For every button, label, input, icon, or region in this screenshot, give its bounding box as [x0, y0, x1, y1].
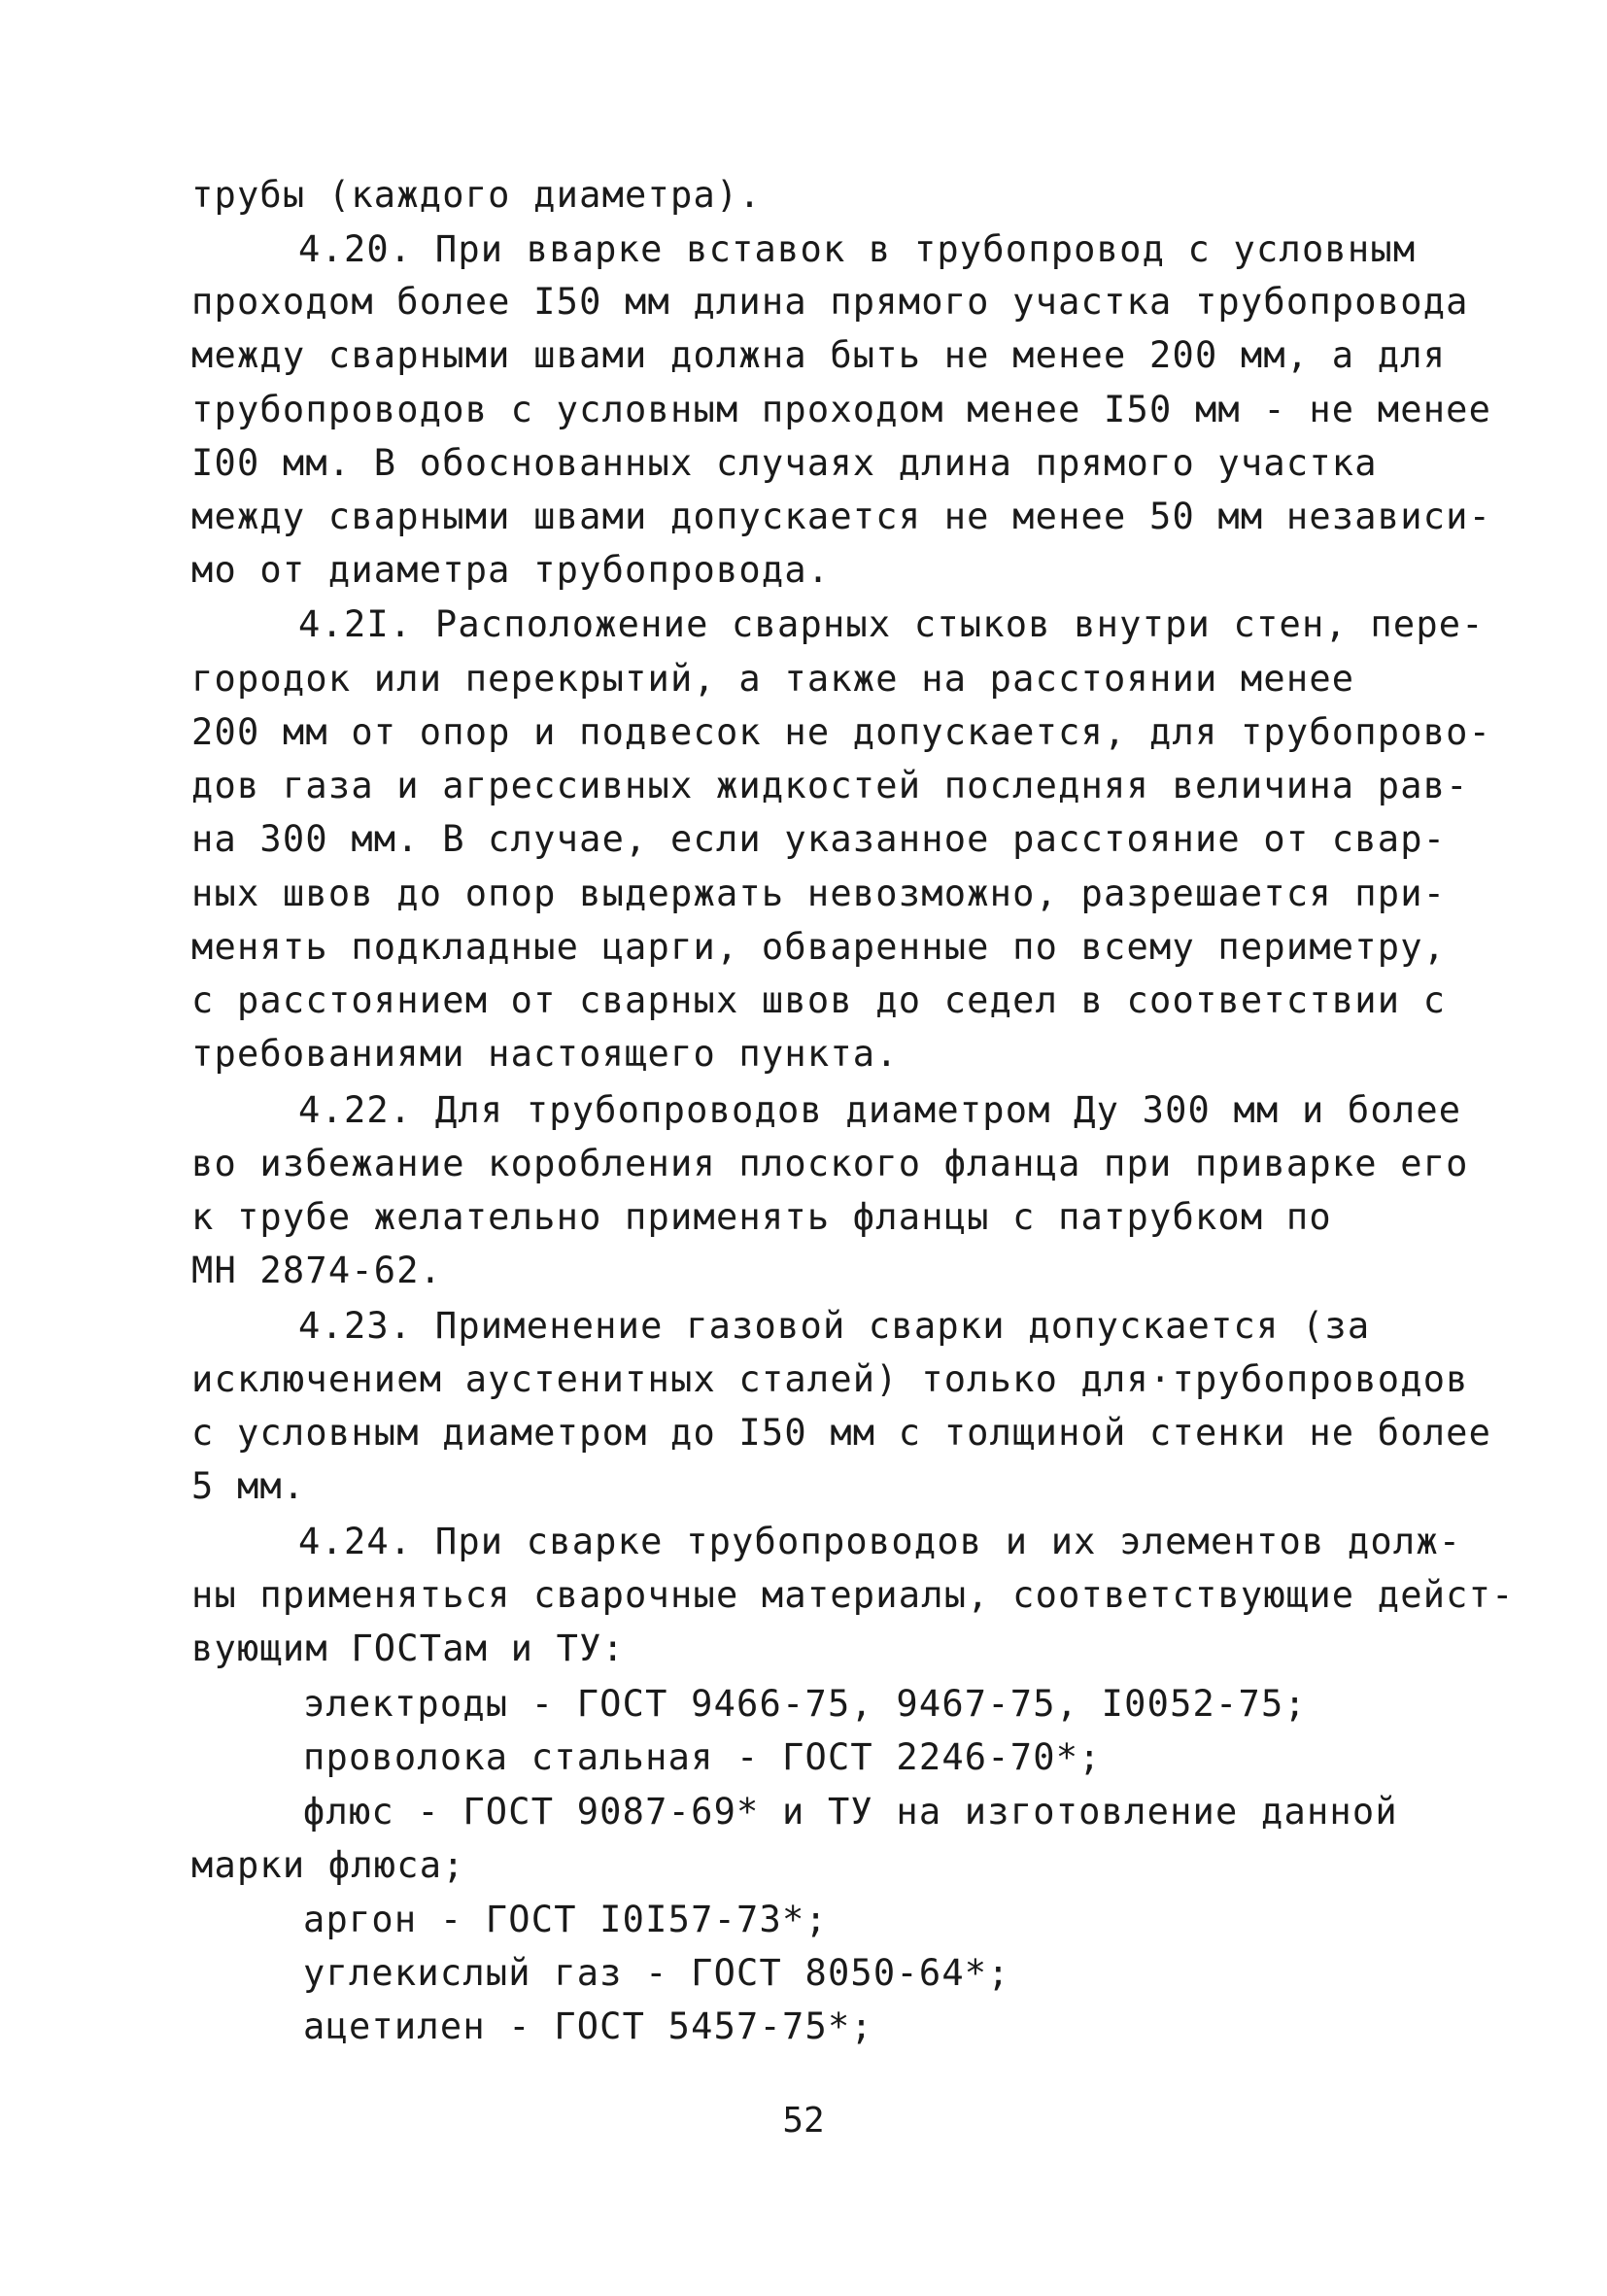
text-line-21: МН 2874-62. [191, 1250, 443, 1291]
text-line-24: с условным диаметром до I50 мм с толщиной стенки не более [191, 1412, 1492, 1454]
text-line-13: на 300 мм. В случае, если указанное расстояние от свар- [191, 818, 1447, 860]
text-line-19: во избежание коробления плоского фланца при приварке его [191, 1143, 1469, 1184]
text-line-5: трубопроводов с условным проходом менее I50 мм - не менее [191, 389, 1492, 430]
text-line-27: ны применяться сварочные материалы, соответствующие дейст- [191, 1574, 1515, 1616]
text-line-15: менять подкладные царги, обваренные по всему периметру, [191, 926, 1447, 968]
text-line-1: трубы (каждого диаметра). [191, 174, 762, 216]
list-item-carbon-dioxide: углекислый газ - ГОСТ 8050-64*; [303, 1952, 1010, 1994]
paragraph-4-22-start: 4.22. Для трубопроводов диаметром Ду 300 мм и более [298, 1089, 1462, 1131]
text-line-8: мо от диаметра трубопровода. [191, 549, 831, 591]
text-line-3: проходом более I50 мм длина прямого участка трубопровода [191, 281, 1469, 323]
paragraph-4-20-start: 4.20. При вварке вставок в трубопровод с условным [298, 228, 1417, 270]
text-line-14: ных швов до опор выдержать невозможно, разрешается при- [191, 873, 1447, 914]
paragraph-4-24-start: 4.24. При сварке трубопроводов и их элементов долж- [298, 1521, 1462, 1562]
list-item-steel-wire: проволока стальная - ГОСТ 2246-70*; [303, 1736, 1102, 1778]
text-line-12: дов газа и агрессивных жидкостей последняя величина рав- [191, 765, 1469, 806]
text-line-4: между сварными швами должна быть не менее 200 мм, а для [191, 334, 1447, 376]
text-line-20: к трубе желательно применять фланцы с патрубком по [191, 1196, 1332, 1238]
text-line-17: требованиями настоящего пункта. [191, 1033, 899, 1075]
text-line-23: исключением аустенитных сталей) только для·трубопроводов [191, 1358, 1469, 1400]
paragraph-4-23-start: 4.23. Применение газовой сварки допускается (за [298, 1305, 1371, 1347]
list-item-argon: аргон - ГОСТ I0I57-73*; [303, 1899, 828, 1940]
list-item-flux: флюс - ГОСТ 9087-69* и ТУ на изготовление данной [303, 1791, 1398, 1833]
text-line-25: 5 мм. [191, 1465, 306, 1507]
paragraph-4-21-start: 4.2I. Расположение сварных стыков внутри стен, пере- [298, 603, 1485, 645]
text-line-6: I00 мм. В обоснованных случаях длина прямого участка [191, 442, 1378, 484]
text-line-10: городок или перекрытий, а также на расстоянии менее [191, 658, 1355, 700]
list-item-acetylene: ацетилен - ГОСТ 5457-75*; [303, 2005, 873, 2047]
text-line-11: 200 мм от опор и подвесок не допускается, для трубопрово- [191, 711, 1492, 753]
page-number: 52 [782, 2101, 825, 2141]
list-item-electrodes: электроды - ГОСТ 9466-75, 9467-75, I0052-75; [303, 1683, 1307, 1725]
list-item-flux-cont: марки флюса; [191, 1844, 465, 1886]
text-line-28: вующим ГОСТам и ТУ: [191, 1628, 626, 1669]
text-line-7: между сварными швами допускается не менее 50 мм независи- [191, 496, 1492, 537]
text-line-16: с расстоянием от сварных швов до седел в соответствии с [191, 979, 1447, 1021]
